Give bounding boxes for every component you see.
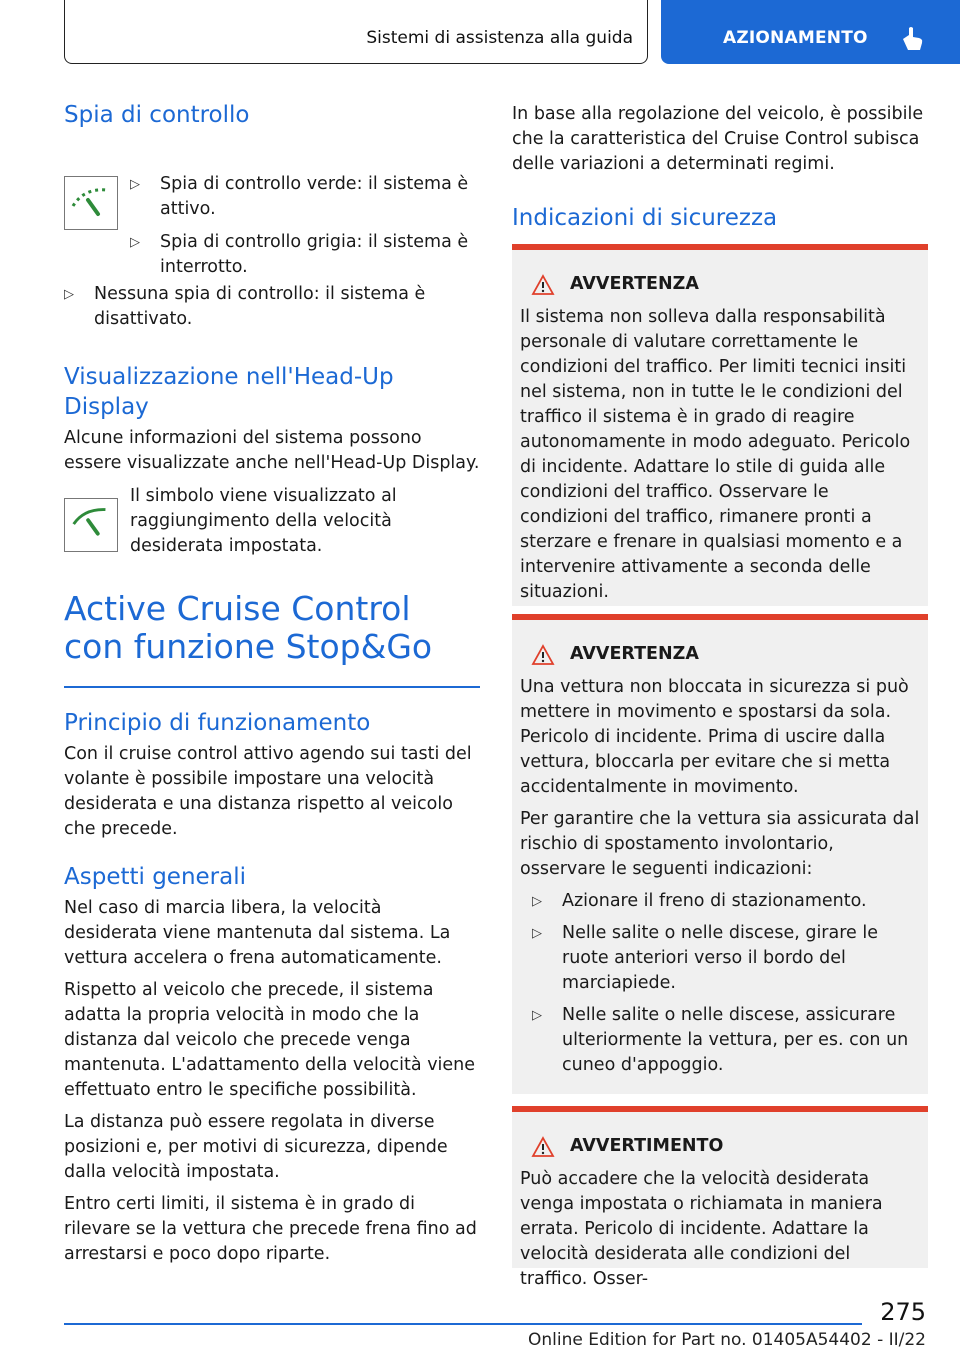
- header-section-tab: [64, 0, 648, 64]
- triangle-bullet-icon: ▷: [64, 287, 74, 302]
- footer-divider: [64, 1323, 862, 1325]
- footer-edition: Online Edition for Part no. 01405A54402 - II/22: [527, 1330, 926, 1350]
- warning-text-2b: Per garantire che la vettura sia assicurata dal rischio di spostamento involontario, osservare le seguenti indicazioni:: [520, 809, 920, 879]
- hud-symbol-text: Il simbolo viene visualizzato al raggiungimento della velocità desiderata impostata.: [130, 486, 397, 556]
- warning-box-3: [512, 1106, 928, 1289]
- warning-text-2: Una vettura non bloccata in sicurezza si può mettere in movimento e spostarsi da sola. Pericolo di incidente. Prima di uscire dalla vettura, bloccarla per evitare che si metta accidentalmente in movimento.: [520, 677, 909, 797]
- header-chapter-title: AZIONAMENTO: [723, 28, 868, 48]
- heading-spia: Spia di controllo: [64, 102, 250, 128]
- warning-list-item: ▷ Nelle salite o nelle discese, assicurare ulteriormente la vettura, per es. con un cuneo d'appoggio.: [532, 1005, 909, 1075]
- spia-item-none: ▷ Nessuna spia di controllo: il sistema è disattivato.: [64, 284, 426, 329]
- intro-paragraph: In base alla regolazione del veicolo, è possibile che la caratteristica del Cruise Control subisca delle variazioni a determinati regimi.: [512, 104, 924, 174]
- heading-hud: Visualizzazione nell'Head-Up Display: [64, 364, 394, 420]
- principio-paragraph: Con il cruise control attivo agendo sui tasti del volante è possibile impostare una velocità desiderata e una distanza rispetto al veicolo che precede.: [64, 743, 472, 839]
- triangle-bullet-icon: ▷: [532, 894, 542, 909]
- warning-box-1: [512, 244, 928, 606]
- right-column: [512, 102, 928, 233]
- heading-sicurezza: Indicazioni di sicurezza: [512, 205, 778, 231]
- left-column: [64, 100, 480, 1267]
- warning-list-item: ▷ Nelle salite o nelle discese, girare le ruote anteriori verso il bordo del marciapiede.: [532, 923, 878, 993]
- aspetti-paragraph-4: Entro certi limiti, il sistema è in grado di rilevare se la vettura che precede frena fino ad arrestarsi e poco dopo riparte.: [64, 1193, 477, 1264]
- heading-acc: Active Cruise Control con funzione Stop&Go: [64, 589, 433, 666]
- heading-principio: Principio di funzionamento: [64, 709, 371, 736]
- warning-triangle-icon: [532, 645, 554, 665]
- warning-title-1: AVVERTENZA: [520, 272, 920, 297]
- warning-triangle-icon: [532, 1137, 554, 1157]
- warning-title-3: AVVERTIMENTO: [520, 1134, 920, 1159]
- header-section-title: Sistemi di assistenza alla guida: [366, 28, 633, 48]
- warning-triangle-icon: [532, 275, 554, 295]
- gauge-green-icon: [64, 176, 118, 230]
- heading-divider: [64, 686, 480, 688]
- header-chapter-tab: [661, 0, 960, 64]
- warning-text-3: Può accadere che la velocità desiderata venga impostata o richiamata in maniera errata. Pericolo di incidente. Adattare la velocità desiderata alle condizioni del traffico. Osser-: [520, 1169, 883, 1289]
- warning-text-1: Il sistema non solleva dalla responsabilità personale di valutare correttamente le condizioni del traffico. Per limiti tecnici insiti nel sistema, non in tutte le le condizioni del traffico il sistema è in grado di reagire autonomamente in modo adeguato. Pericolo di incidente. Adattare lo stile di guida alle condizioni del traffico. Osservare le condizioni del traffico, rimanere pronti a sterzare e frenare in qualsiasi momento e a intervenire attivamente a seconda delle situazioni.: [520, 307, 911, 602]
- triangle-bullet-icon: ▷: [130, 177, 140, 192]
- page-number: 275: [880, 1298, 926, 1326]
- warning-box-2: [512, 614, 928, 1094]
- spia-item-grey: ▷ Spia di controllo grigia: il sistema è interrotto.: [130, 232, 469, 277]
- aspetti-paragraph-3: La distanza può essere regolata in diverse posizioni e, per motivi di sicurezza, dipende dalla velocità impostata.: [64, 1111, 448, 1182]
- triangle-bullet-icon: ▷: [532, 926, 542, 941]
- hud-paragraph: Alcune informazioni del sistema possono essere visualizzate anche nell'Head-Up Display.: [64, 428, 480, 473]
- hand-pointer-icon: [899, 26, 925, 52]
- spia-item-green: ▷ Spia di controllo verde: il sistema è attivo.: [130, 174, 469, 219]
- triangle-bullet-icon: ▷: [130, 235, 140, 250]
- warning-list-item: ▷ Azionare il freno di stazionamento.: [532, 889, 920, 914]
- heading-aspetti: Aspetti generali: [64, 863, 247, 890]
- triangle-bullet-icon: ▷: [532, 1008, 542, 1023]
- warning-title-2: AVVERTENZA: [520, 642, 920, 667]
- hud-symbol-icon: [64, 498, 118, 552]
- aspetti-paragraph-2: Rispetto al veicolo che precede, il sistema adatta la propria velocità in modo che la distanza dal veicolo che precede venga mantenuta. L'adattamento della velocità viene effettuato entro le specifiche possibilità.: [64, 979, 476, 1100]
- aspetti-paragraph-1: Nel caso di marcia libera, la velocità desiderata viene mantenuta dal sistema. La vettura accelera o frena automaticamente.: [64, 897, 451, 968]
